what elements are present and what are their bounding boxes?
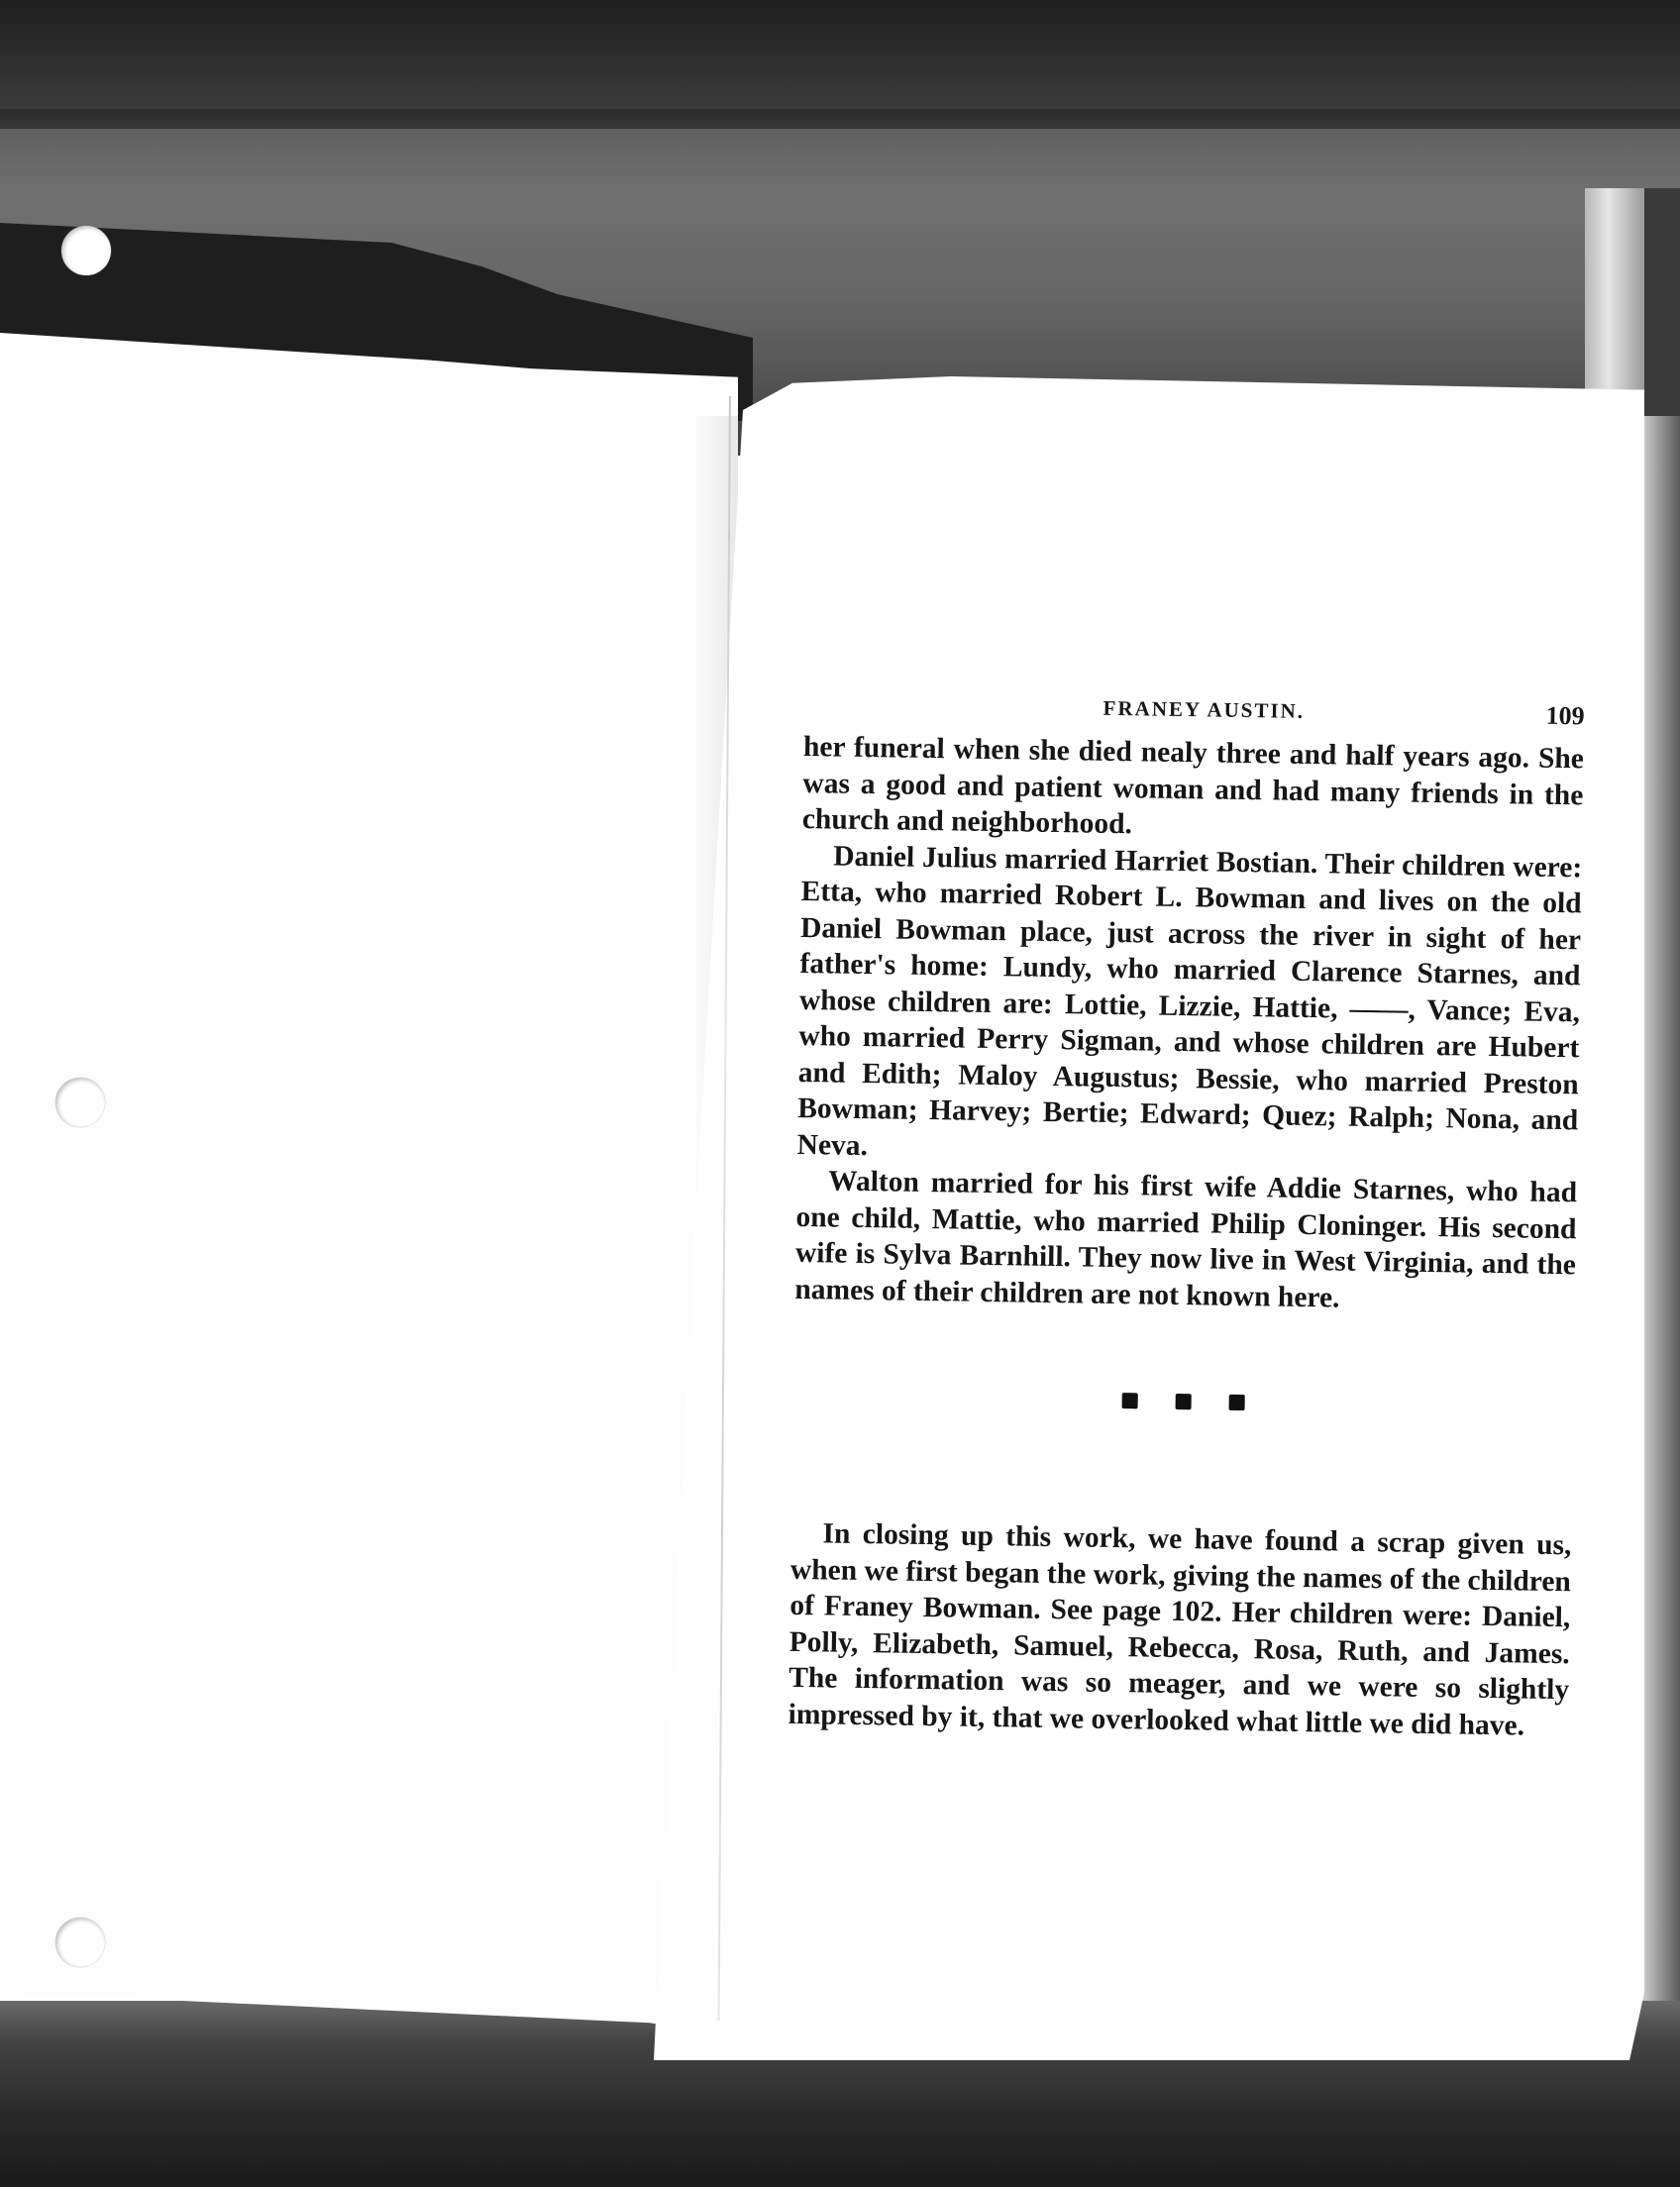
page-number: 109 <box>1545 700 1585 731</box>
running-title: FRANEY AUSTIN. <box>1102 695 1306 723</box>
ornament-mark <box>1176 1394 1192 1409</box>
punch-hole-bottom <box>55 1918 105 1967</box>
ornament-mark <box>1122 1393 1138 1408</box>
punch-hole-top <box>61 226 111 275</box>
ornament-mark <box>1229 1395 1245 1410</box>
photo-background-strip <box>1644 188 1680 426</box>
paragraph-funeral: her funeral when she died nealy three and half years ago. She was a good and patient woman and had many friends in the church and neighborhood. <box>801 730 1585 841</box>
left-blank-page <box>0 333 738 2036</box>
photo-background-post <box>1585 188 1644 416</box>
paragraph-closing: In closing up this work, we have found a scrap given us, when we first began the work, giving the names of the children of Franey Bowman. See page 102. Her children were: Daniel, Polly, Elizabeth, Samuel, Rebecca, Rosa, Ruth, and James. The information was so meager, and we were so slightly impressed by it, that we overlooked what little we did have. <box>788 1517 1572 1742</box>
photo-background-right-edge <box>1639 416 1680 2080</box>
paragraph-walton: Walton married for his first wife Addie Starnes, who had one child, Mattie, who married Philip Cloninger. His second wife is Sylva Barnhill. They now live in West Virginia, and the names of their children are not known here. <box>794 1165 1578 1314</box>
section-ornaments <box>792 1387 1574 1438</box>
photo-background-beam <box>0 109 1680 129</box>
page-text-block <box>788 683 1585 1744</box>
paragraph-daniel-julius: Daniel Julius married Harriet Bostian. Their children were: Etta, who married Robert L. Bowman and lives on the old Daniel Bowman place, just across the river in sight of her father's home: Lundy, who married Clarence Starnes, and whose children are: Lottie, Lizzie, Hattie, ——, Vance; Eva, who married Perry Sigman, and whose children are Hubert and Edith; Maloy Augustus; Bessie, who married Preston Bowman; Harvey; Bertie; Edward; Quez; Ralph; Nona, and Neva. <box>796 839 1583 1162</box>
punch-hole-middle <box>55 1078 105 1127</box>
